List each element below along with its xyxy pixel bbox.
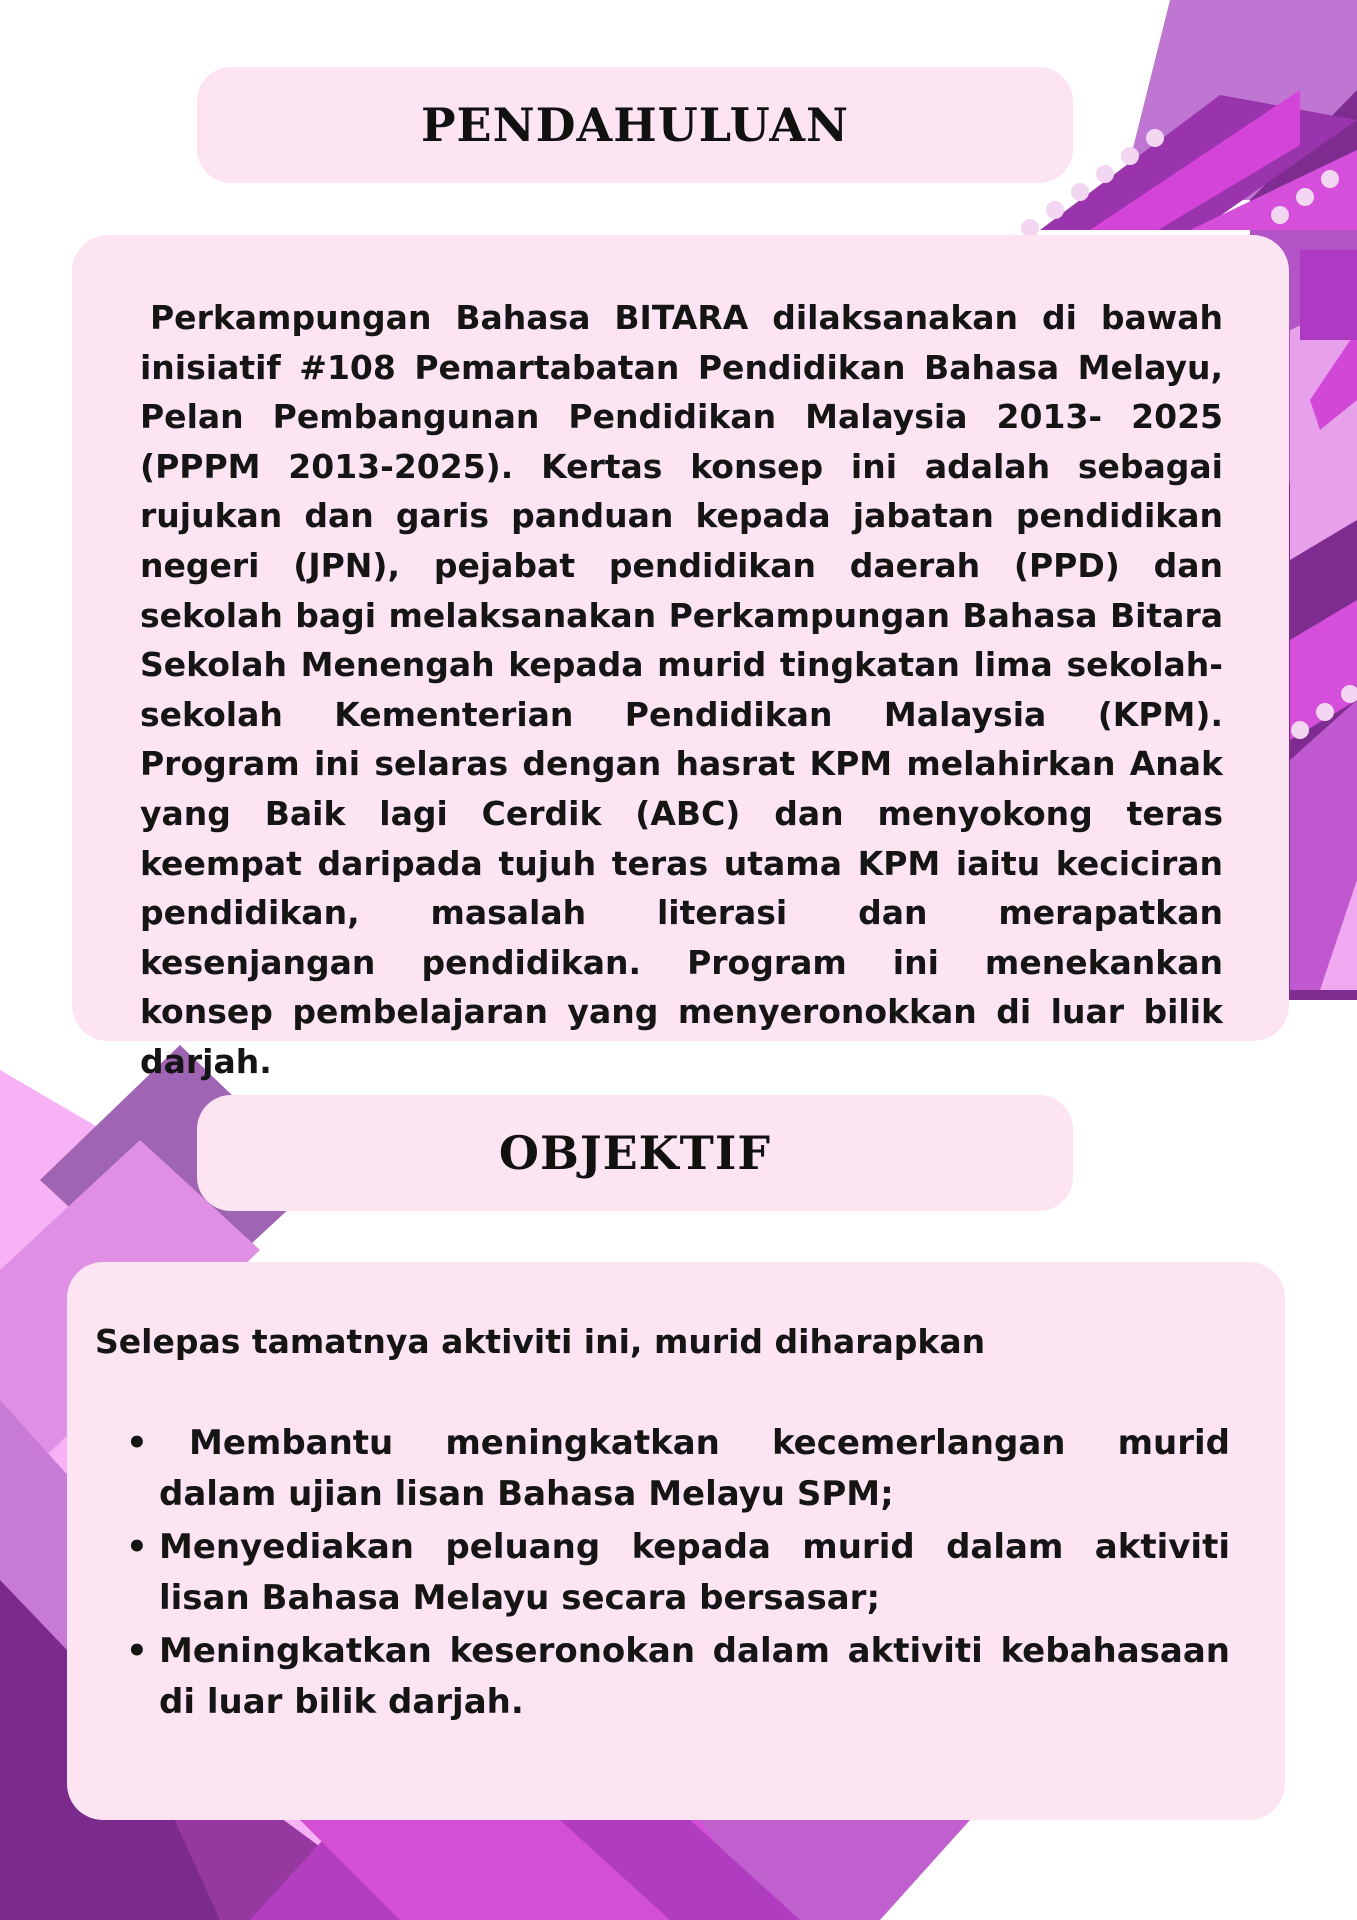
objectives-title-pill — [197, 1095, 1073, 1211]
intro-heading: PENDAHULUAN — [420, 98, 850, 152]
objectives-card — [67, 1262, 1285, 1820]
objective-item — [126, 1626, 1230, 1728]
objectives-lead: Selepas tamatnya aktiviti ini, murid diharapkan — [95, 1322, 986, 1361]
objective-text: Meningkatkan keseronokan dalam aktiviti kebahasaan di luar bilik darjah. — [159, 1631, 1230, 1722]
objective-text: Membantu meningkatkan kecemerlangan murid dalam ujian lisan Bahasa Melayu SPM; — [159, 1423, 1230, 1514]
objective-item — [126, 1418, 1230, 1520]
bullet-icon: • — [126, 1527, 148, 1567]
objectives-list — [126, 1418, 1230, 1730]
objectives-heading: OBJEKTIF — [498, 1126, 772, 1180]
objective-text: Menyediakan peluang kepada murid dalam aktiviti lisan Bahasa Melayu secara bersasar; — [159, 1527, 1230, 1618]
bullet-icon: • — [126, 1423, 148, 1463]
intro-paragraph: Perkampungan Bahasa BITARA dilaksanakan di bawah inisiatif #108 Pemartabatan Pendidikan Bahasa Melayu, Pelan Pembangunan Pendidikan Malaysia 2013- 2025 (PPPM 2013-2025). Kertas konsep ini adalah sebagai rujukan dan garis panduan kepada jabatan pendidikan negeri (JPN), pejabat pendidikan daerah (PPD) dan sekolah bagi melaksanakan Perkampungan Bahasa Bitara Sekolah Menengah kepada murid tingkatan lima sekolah- sekolah Kementerian Pendidikan Malaysia (KPM). Program ini selaras dengan hasrat KPM melahirkan Anak yang Baik lagi Cerdik (ABC) dan menyokong teras keempat daripada tujuh teras utama KPM iaitu keciciran pendidikan, masalah literasi dan merapatkan kesenjangan pendidikan. Program ini menekankan konsep pembelajaran yang menyeronokkan di luar bilik darjah. — [140, 298, 1223, 1081]
intro-title-pill — [197, 67, 1073, 183]
bullet-icon: • — [126, 1631, 148, 1671]
intro-card — [72, 235, 1289, 1081]
objective-item — [126, 1522, 1230, 1624]
